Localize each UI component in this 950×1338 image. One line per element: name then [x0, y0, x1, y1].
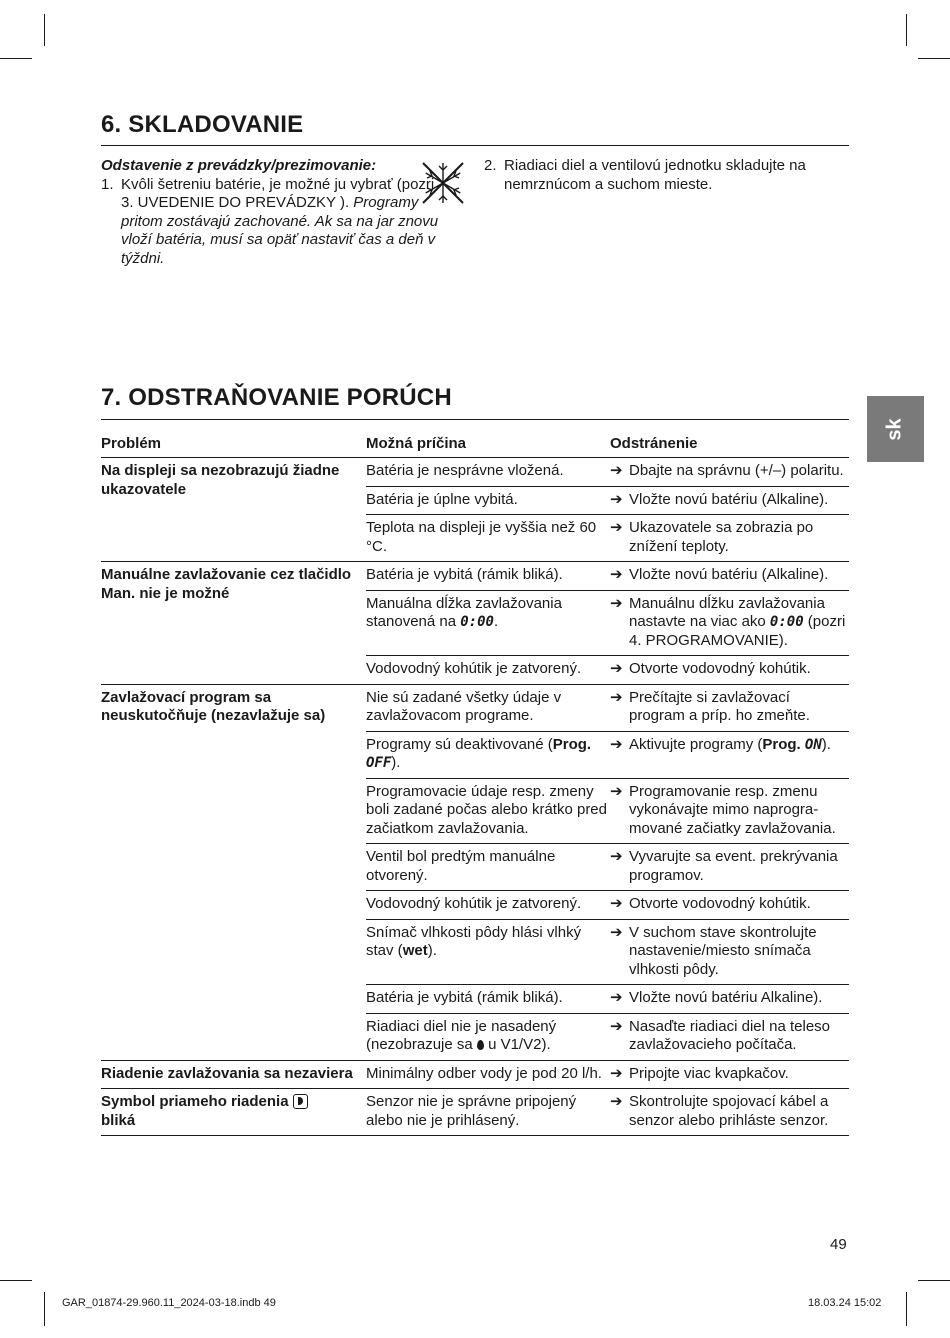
arrow-icon: ➔ [610, 923, 623, 941]
remedy-cell [610, 684, 849, 731]
cause-cell: Programovacie údaje resp. zmeny boli zadané počas alebo krátko pred začiatkom zavlažovania. [366, 778, 610, 844]
remedy-cell [610, 1013, 849, 1060]
remedy-cell [610, 844, 849, 891]
header-problem: Problém [101, 431, 366, 458]
crop-mark [44, 1292, 45, 1326]
problem-cell [101, 1089, 366, 1136]
remedy-text [629, 736, 831, 755]
cause-cell: Teplota na displeji je vyššia než 60 °C. [366, 515, 610, 562]
storage-subtitle: Odstavenie z prevádzky/prezimovanie: [101, 157, 377, 174]
remedy-cell [610, 562, 849, 591]
cause-text: u V1/V2). [483, 1036, 551, 1053]
arrow-icon: ➔ [610, 462, 623, 479]
cause-cell: Vodovodný kohútik je zatvorený. [366, 891, 610, 920]
cause-text: ). [427, 942, 437, 959]
cause-cell: Batéria je nesprávne vložená. [366, 458, 610, 487]
storage-item-1 [101, 176, 446, 269]
arrow-icon: ➔ [610, 735, 623, 753]
cause-cell: Ventil bol predtým manuálne otvorený. [366, 844, 610, 891]
problem-cell: Na displeji sa nezobrazujú žiadne ukazovatele [101, 462, 340, 498]
item-1-plain: Kvôli šetreniu batérie, je možné ju vybrať (pozri 3. UVEDENIE DO PREVÁDZKY ). [121, 175, 435, 211]
table-row [101, 1089, 849, 1136]
remedy-text [629, 595, 849, 651]
remedy-text: V suchom stave skontrolujte nastavenie/miesto snímača vlhkosti pôdy. [629, 923, 817, 978]
troubleshooting-table [101, 431, 849, 1136]
remedy-text: Vložte novú batériu (Alkaline). [629, 566, 829, 583]
remedy-bold: Prog. [762, 735, 805, 753]
cause-cell: Vodovodný kohútik je zatvorený. [366, 656, 610, 685]
cause-cell [366, 590, 610, 656]
problem-cell: Manuálne zavlažovanie cez tlačidlo Man. nie je možné [101, 562, 366, 685]
arrow-icon: ➔ [610, 782, 623, 800]
cause-text: Manuálna dĺžka zavlažovania stanovená na [366, 594, 562, 630]
water-drop-icon [477, 1040, 484, 1050]
storage-item-2 [484, 157, 824, 194]
header-cause: Možná príčina [366, 431, 610, 458]
item-2-text: Riadiaci diel a ventilovú jednotku skladujte na nemrznúcom a suchom mieste. [504, 157, 806, 193]
remedy-cell [610, 1060, 849, 1089]
remedy-cell [610, 590, 849, 656]
header-remedy: Odstránenie [610, 431, 849, 458]
crop-mark [906, 1292, 907, 1326]
section-7-rule [101, 419, 849, 420]
remedy-cell [610, 985, 849, 1014]
cause-text: Snímač vlhkosti pôdy hlási vlhký stav ( [366, 923, 582, 959]
table-row [101, 684, 849, 731]
cause-cell [366, 1013, 610, 1060]
remedy-text: Skontrolujte spojovací kábel a senzor alebo prihláste senzor. [629, 1093, 829, 1129]
cause-bold: wet [402, 942, 428, 959]
footer-timestamp: 18.03.24 15:02 [808, 1297, 882, 1309]
remedy-text-part: ). [821, 735, 831, 753]
remedy-cell [610, 656, 849, 685]
crop-mark [0, 58, 32, 59]
lcd-value: OFF [366, 755, 392, 771]
remedy-text: Vložte novú batériu (Alkaline). [629, 490, 829, 508]
lcd-value: 0:00 [769, 614, 804, 630]
lcd-value: ON [804, 736, 822, 753]
item-text [121, 176, 446, 269]
cause-cell: Batéria je vybitá (rámik bliká). [366, 562, 610, 591]
remedy-text: Pripojte viac kvapkačov. [629, 1064, 789, 1082]
cause-bold: Prog. [552, 735, 592, 753]
remedy-cell [610, 731, 849, 778]
remedy-text: Otvorte vodovodný kohútik. [629, 895, 811, 912]
remedy-cell [610, 778, 849, 844]
crop-mark [918, 58, 950, 59]
arrow-icon: ➔ [610, 660, 623, 677]
arrow-icon: ➔ [610, 490, 623, 508]
problem-text: bliká [101, 1111, 136, 1129]
remedy-text-part: Aktivujte programy ( [629, 735, 763, 753]
crop-mark [44, 14, 45, 46]
cause-cell [366, 919, 610, 985]
arrow-icon: ➔ [610, 895, 623, 912]
item-number: 2. [484, 157, 497, 174]
arrow-icon: ➔ [610, 1064, 623, 1082]
direct-control-symbol-icon [293, 1094, 308, 1109]
remedy-text-part: (pozri 4. PROGRAMOVANIE). [629, 613, 846, 649]
remedy-cell [610, 891, 849, 920]
arrow-icon: ➔ [610, 1093, 623, 1110]
cause-cell: Nie sú zadané všetky údaje v zavlažovacom programe. [366, 684, 610, 731]
footer-file-info: GAR_01874-29.960.11_2024-03-18.indb 49 [62, 1297, 276, 1309]
arrow-icon: ➔ [610, 519, 623, 536]
remedy-text: Ukazovatele sa zobrazia po znížení teploty. [629, 519, 814, 555]
remedy-cell [610, 515, 849, 562]
remedy-cell [610, 486, 849, 515]
cause-text: Programy sú deaktivované ( [366, 735, 553, 753]
remedy-text: Otvorte vodovodný kohútik. [629, 660, 811, 677]
section-6-title: 6. SKLADOVANIE [101, 111, 304, 138]
crop-mark [918, 1280, 950, 1281]
remedy-text: Nasaďte riadiaci diel na teleso zavlažovacieho počítača. [629, 1017, 830, 1053]
cause-cell: Senzor nie je správne pripojený alebo nie je prihlásený. [366, 1089, 610, 1136]
problem-text: Symbol priameho riadenia [101, 1093, 289, 1110]
item-1-italic: Programy pritom zostávajú zachované. Ak sa na jar znovu vloží batéria, musí sa opäť nastaviť čas a deň v týždni. [121, 194, 439, 267]
table-header-row [101, 431, 849, 458]
cause-text: ). [391, 754, 401, 771]
table-row [101, 1060, 849, 1089]
table-row [101, 562, 849, 591]
language-tab [867, 396, 924, 462]
remedy-text: Dbajte na správnu (+/–) polaritu. [629, 462, 844, 479]
lcd-value: 0:00 [460, 614, 494, 630]
crop-mark [906, 14, 907, 46]
remedy-cell [610, 1089, 849, 1136]
storage-right-column [484, 157, 824, 194]
remedy-text-part: Manuálnu dĺžku zavlažovania nastavte na viac ako [629, 594, 825, 630]
arrow-icon: ➔ [610, 848, 623, 865]
arrow-icon: ➔ [610, 688, 623, 706]
problem-cell: Zavlažovací program sa neuskutočňuje (nezavlažuje sa) [101, 684, 366, 1060]
problem-cell: Riadenie zavlažovania sa nezaviera [101, 1060, 366, 1089]
language-tab-label: sk [884, 417, 906, 441]
crop-mark [0, 1280, 32, 1281]
snowflake-crossed-icon [419, 159, 467, 207]
cause-cell: Batéria je vybitá (rámik bliká). [366, 985, 610, 1014]
table-row [101, 458, 849, 487]
storage-left-column [101, 157, 446, 268]
cause-cell: Minimálny odber vody je pod 20 l/h. [366, 1060, 610, 1089]
arrow-icon: ➔ [610, 594, 623, 612]
remedy-text: Vložte novú batériu Alkaline). [629, 989, 823, 1006]
remedy-text: Programovanie resp. zmenu vykonávajte mimo naprogra-mované začiatky zavlažovania. [629, 782, 836, 837]
section-7-title: 7. ODSTRAŇOVANIE PORÚCH [101, 384, 452, 411]
cause-cell: Batéria je úplne vybitá. [366, 486, 610, 515]
remedy-text: Vyvarujte sa event. prekrývania programov. [629, 848, 838, 884]
item-number: 1. [101, 175, 114, 193]
arrow-icon: ➔ [610, 989, 623, 1006]
remedy-cell [610, 919, 849, 985]
arrow-icon: ➔ [610, 566, 623, 583]
cause-text: . [493, 613, 499, 630]
remedy-text: Prečítajte si zavlažovací program a príp. ho zmeňte. [629, 688, 810, 724]
arrow-icon: ➔ [610, 1017, 623, 1035]
cause-cell [366, 731, 610, 778]
page-number: 49 [830, 1236, 847, 1253]
section-6-rule [101, 145, 849, 146]
cause-text: Riadiaci diel nie je nasadený (nezobrazuje sa [366, 1017, 557, 1053]
remedy-cell [610, 458, 849, 487]
